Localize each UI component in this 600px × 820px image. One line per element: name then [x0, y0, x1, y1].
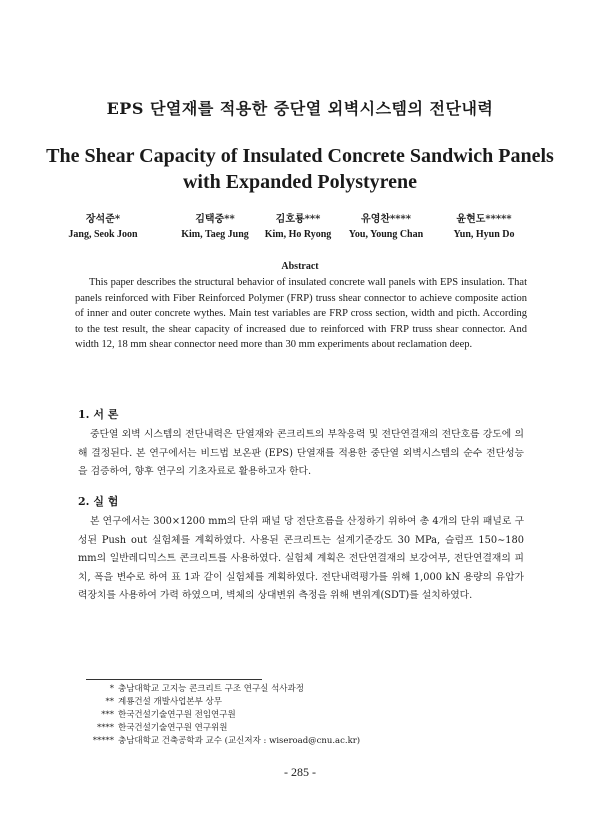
footnote-mark: **	[105, 697, 114, 707]
footnote-text: 한국건설기술연구원 연구위원	[118, 723, 228, 733]
author-name-en: Jang, Seok Joon	[68, 229, 138, 240]
section-body-introduction: 중단열 외벽 시스템의 전단내력은 단열재와 콘크리트의 부착응력 및 전단연결재의 전단호름 강도에 의해 결정된다. 본 연구에서는 비드법 보온판 (EPS) 단열재를 적용한 중단열 외벽시스템의 순수 전단성능을 검증하여, 향후 연구의 기초자료로 활용하고자 한다.	[78, 429, 524, 477]
footnote-3	[70, 709, 510, 722]
footnote-text: 충남대학교 고지능 콘크리트 구조 연구실 석사과정	[118, 684, 304, 694]
author-name-en: Kim, Taeg Jung	[181, 229, 249, 240]
english-title: The Shear Capacity of Insulated Concrete Sandwich Panels with Expanded Polystyrene	[46, 145, 554, 193]
abstract-heading: Abstract	[281, 261, 319, 272]
author-1	[43, 212, 163, 242]
footnote-2	[70, 696, 510, 709]
footnote-mark: *****	[92, 736, 114, 746]
footnote-text: 한국건설기술연구원 전임연구원	[118, 710, 236, 720]
author-5	[424, 212, 544, 242]
section-heading-experiment: 2. 실 험	[78, 495, 119, 508]
author-name-ko: 윤현도*****	[456, 214, 512, 225]
footnote-text: 충남대학교 건축공학과 교수 (교신저자 : wiseroad@cnu.ac.kr)	[118, 736, 361, 746]
author-name-ko: 장석준*	[85, 214, 121, 225]
footnote-text: 계룡건설 개발사업본부 상무	[118, 697, 222, 707]
page-number: - 285 -	[284, 765, 316, 779]
footnote-mark: *	[109, 684, 114, 694]
author-name-en: Kim, Ho Ryong	[264, 229, 332, 240]
korean-title: EPS 단열재를 적용한 중단열 외벽시스템의 전단내력	[106, 99, 494, 118]
footnote-5	[70, 735, 510, 748]
author-name-ko: 김택중**	[195, 214, 235, 225]
footnote-divider	[86, 679, 262, 680]
author-name-en: You, Young Chan	[348, 229, 424, 240]
author-name-ko: 김호룡***	[275, 214, 321, 225]
footnote-4	[70, 722, 510, 735]
author-name-ko: 유영찬****	[361, 214, 411, 225]
abstract-body: This paper describes the structural behavior of insulated concrete wall panels with EPS insulation. That panels reinforced with Fiber Reinforced Polymer (FRP) truss shear connector to achieve composite action of inner and outer concrete wythes. Main test variables are FRP cross section, width and picth. According to the test result, the shear capacity of increased due to reinforced with FRP truss shear connector. And width 12, 18 mm shear connector need more than 30 mm experiments about reclamation deep.	[75, 277, 527, 350]
author-name-en: Yun, Hyun Do	[453, 229, 515, 240]
footnote-1	[70, 683, 510, 696]
section-body-experiment: 본 연구에서는 300×1200 mm의 단위 패널 당 전단흐름을 산정하기 위하여 총 4개의 단위 패널로 구성된 Push out 실험체를 계획하였다. 사용된 콘크리트는 설계기준강도 30 MPa, 슬럼프 150∼180 mm의 일반레디믹스트 콘크리트를 사용하였다. 실험체 계획은 전단연결재의 보강여부, 전단연결재의 피치, 폭을 변수로 하여 표 1과 같이 실험체를 계획하였다. 전단내력평가를 위해 1,000 kN 용량의 유압가력장치를 사용하여 가력 하였으며, 벽체의 상대변위 측정을 위해 변위계(SDT)를 설치하였다.	[78, 516, 524, 601]
footnote-mark: ***	[101, 710, 114, 720]
section-heading-introduction: 1. 서 론	[78, 408, 119, 421]
footnote-mark: ****	[97, 723, 114, 733]
